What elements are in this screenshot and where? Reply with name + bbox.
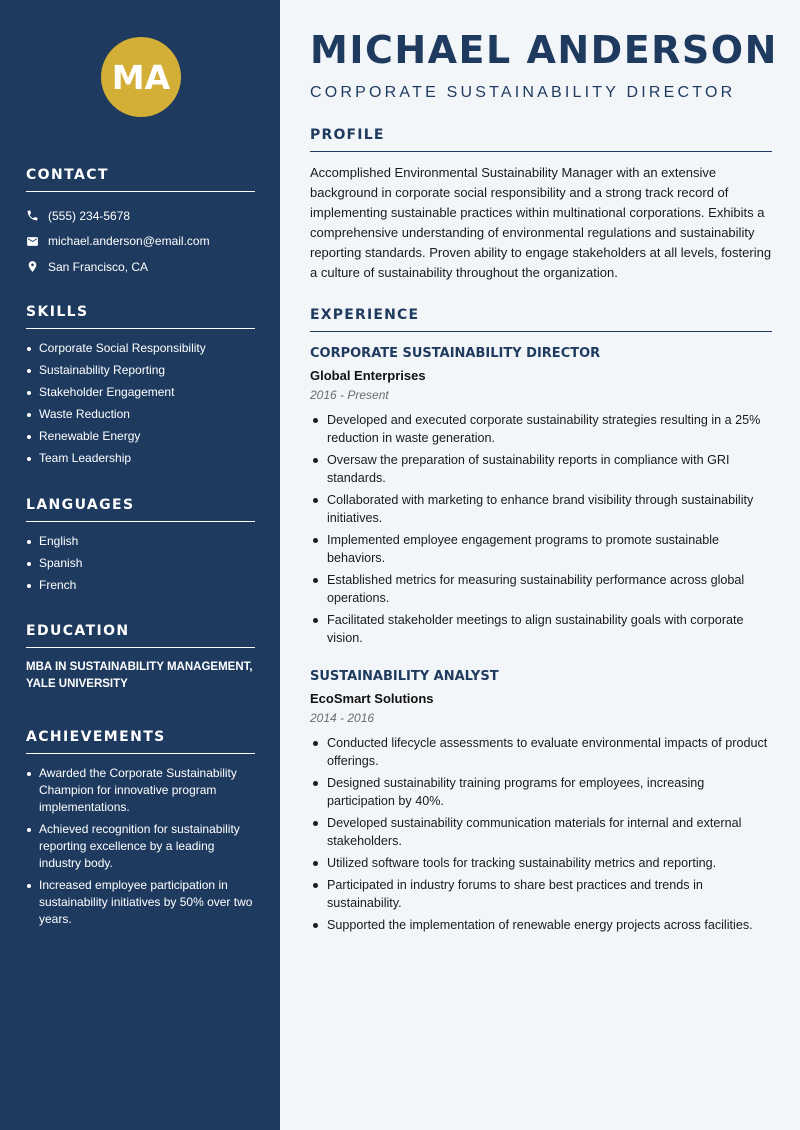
job-entry <box>310 669 772 938</box>
job-title: SUSTAINABILITY ANALYST <box>310 669 499 684</box>
education-entry: MBA IN SUSTAINABILITY MANAGEMENT, YALE UNIVERSITY <box>26 661 253 690</box>
job-entry <box>310 346 772 651</box>
profile-text: Accomplished Environmental Sustainability Manager with an extensive background in corporate social responsibility and a strong track record of implementing sustainable practices within multinational corporations. Exhibits a comprehensive understanding of environmental regulations and sustainability reporting standards. Proven ability to engage stakeholders at all levels, fostering a culture of sustainability throughout the organization. <box>310 165 772 280</box>
job-dates: 2014 - 2016 <box>310 711 375 725</box>
email-icon <box>26 235 39 248</box>
job-bullets <box>310 411 772 647</box>
achievement-item: Increased employee participation in sustainability initiatives by 50% over two years. <box>26 877 255 928</box>
email-text: michael.anderson@email.com <box>48 234 210 249</box>
job-bullet: Implemented employee engagement programs to promote sustainable behaviors. <box>310 531 772 567</box>
job-bullet: Collaborated with marketing to enhance brand visibility through sustainability initiatives. <box>310 491 772 527</box>
avatar <box>101 37 181 117</box>
skill-item: Renewable Energy <box>26 428 255 445</box>
education-section <box>26 623 255 693</box>
contact-phone <box>26 203 255 229</box>
achievement-item: Awarded the Corporate Sustainability Champion for innovative program implementations. <box>26 765 255 816</box>
languages-section <box>26 497 255 599</box>
job-bullet: Facilitated stakeholder meetings to align sustainability goals with corporate vision. <box>310 611 772 647</box>
profile-heading: PROFILE <box>310 127 772 152</box>
skills-list <box>26 340 255 467</box>
phone-text: (555) 234-5678 <box>48 208 131 223</box>
job-bullet: Oversaw the preparation of sustainability reports in compliance with GRI standards. <box>310 451 772 487</box>
skill-item: Sustainability Reporting <box>26 362 255 379</box>
job-bullet: Supported the implementation of renewable energy projects across facilities. <box>310 916 772 934</box>
candidate-title: CORPORATE SUSTAINABILITY DIRECTOR <box>310 84 736 101</box>
location-pin-icon <box>26 260 39 273</box>
achievements-section <box>26 729 255 933</box>
job-bullets <box>310 734 772 934</box>
skill-item: Stakeholder Engagement <box>26 384 255 401</box>
education-heading: EDUCATION <box>26 623 255 648</box>
contact-heading: CONTACT <box>26 167 255 192</box>
location-text: San Francisco, CA <box>48 259 149 274</box>
job-bullet: Conducted lifecycle assessments to evaluate environmental impacts of product offerings. <box>310 734 772 770</box>
language-item: French <box>26 577 255 594</box>
achievements-heading: ACHIEVEMENTS <box>26 729 255 754</box>
skill-item: Waste Reduction <box>26 406 255 423</box>
sidebar <box>0 0 280 1130</box>
job-title: CORPORATE SUSTAINABILITY DIRECTOR <box>310 346 601 361</box>
language-item: Spanish <box>26 555 255 572</box>
contact-location <box>26 254 255 280</box>
job-bullet: Participated in industry forums to share best practices and trends in sustainability. <box>310 876 772 912</box>
contact-email <box>26 229 255 255</box>
skills-heading: SKILLS <box>26 304 255 329</box>
achievements-list <box>26 765 255 928</box>
contact-section <box>26 167 255 280</box>
language-item: English <box>26 533 255 550</box>
phone-icon <box>26 209 39 222</box>
skill-item: Corporate Social Responsibility <box>26 340 255 357</box>
job-dates: 2016 - Present <box>310 388 389 402</box>
skills-section <box>26 304 255 472</box>
job-bullet: Developed sustainability communication materials for internal and external stakeholders. <box>310 814 772 850</box>
job-bullet: Designed sustainability training programs for employees, increasing participation by 40%. <box>310 774 772 810</box>
avatar-initials: MA <box>111 57 171 97</box>
job-bullet: Utilized software tools for tracking sustainability metrics and reporting. <box>310 854 772 872</box>
job-bullet: Developed and executed corporate sustainability strategies resulting in a 25% reduction in waste generation. <box>310 411 772 447</box>
achievement-item: Achieved recognition for sustainability reporting excellence by a leading industry body. <box>26 821 255 872</box>
skill-item: Team Leadership <box>26 450 255 467</box>
experience-heading: EXPERIENCE <box>310 307 772 332</box>
candidate-name: MICHAEL ANDERSON <box>310 28 778 72</box>
company-name: Global Enterprises <box>310 368 426 383</box>
company-name: EcoSmart Solutions <box>310 691 434 706</box>
languages-list <box>26 533 255 594</box>
job-bullet: Established metrics for measuring sustainability performance across global operations. <box>310 571 772 607</box>
languages-heading: LANGUAGES <box>26 497 255 522</box>
